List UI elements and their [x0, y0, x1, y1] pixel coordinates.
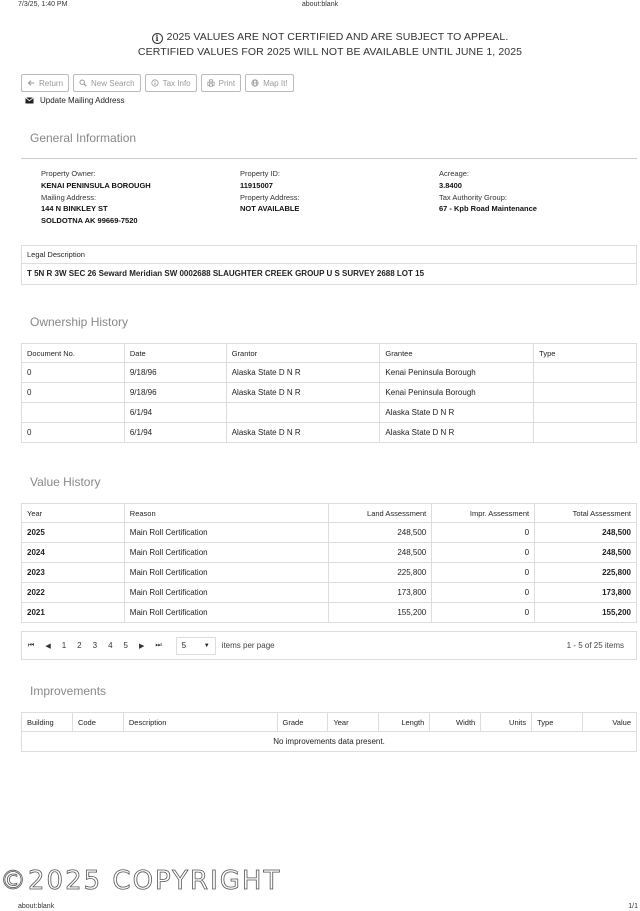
certification-notice: [0, 30, 640, 59]
property-id-value: 11915007: [240, 180, 273, 190]
impr-assessment-cell: 0: [432, 583, 535, 603]
impr-assessment-cell: 0: [432, 603, 535, 623]
column-header: Units: [481, 713, 532, 732]
ownership-history-title: Ownership History: [30, 315, 129, 329]
items-count: 1 - 5 of 25 items: [566, 641, 624, 650]
table-row: [22, 603, 637, 623]
toolbar: [21, 74, 294, 92]
table-header-row: [22, 344, 637, 363]
land-assessment-cell: 225,800: [329, 563, 432, 583]
notice-line-2: CERTIFIED VALUES FOR 2025 WILL NOT BE AVAILABLE UNTIL JUNE 1, 2025: [137, 45, 523, 58]
mailing-address-line-1: 144 N BINKLEY ST: [41, 204, 108, 214]
type-cell: [534, 363, 637, 383]
land-assessment-cell: 248,500: [329, 523, 432, 543]
column-header: Land Assessment: [329, 504, 432, 523]
column-header: Type: [532, 713, 583, 732]
document-no-cell: 0: [22, 383, 125, 403]
search-icon: [79, 79, 87, 87]
tax-info-button[interactable]: [145, 74, 197, 92]
property-address-value: NOT AVAILABLE: [240, 204, 300, 214]
caret-down-icon: ▼: [203, 642, 210, 649]
page-size-select[interactable]: [176, 637, 216, 655]
column-header: Type: [534, 344, 637, 363]
column-header: Document No.: [22, 344, 125, 363]
year-cell: 2023: [22, 563, 125, 583]
grantee-cell: Kenai Peninsula Borough: [380, 383, 534, 403]
property-id-label: Property ID:: [240, 169, 281, 178]
impr-assessment-cell: 0: [432, 523, 535, 543]
impr-assessment-cell: 0: [432, 543, 535, 563]
column-header: Date: [124, 344, 226, 363]
acreage-label: Acreage:: [439, 169, 470, 178]
column-header: Grantee: [380, 344, 534, 363]
grantee-cell: Alaska State D N R: [380, 403, 534, 423]
tax-info-label: Tax Info: [162, 78, 191, 88]
grantor-cell: Alaska State D N R: [226, 383, 380, 403]
table-row: [22, 523, 637, 543]
column-header: Code: [72, 713, 123, 732]
legal-description-label: Legal Description: [22, 246, 636, 264]
tax-authority-group-label: Tax Authority Group:: [439, 192, 507, 202]
next-page-button[interactable]: ▶: [138, 642, 145, 650]
grantee-cell: Alaska State D N R: [380, 423, 534, 443]
print-button[interactable]: [201, 74, 241, 92]
notice-line-1: 2025 VALUES ARE NOT CERTIFIED AND ARE SUBJECT TO APPEAL.: [166, 31, 509, 43]
land-assessment-cell: 248,500: [329, 543, 432, 563]
land-assessment-cell: 155,200: [329, 603, 432, 623]
mailing-address-line-2: SOLDOTNA AK 99669-7520: [41, 216, 138, 226]
divider: [21, 158, 637, 159]
total-assessment-cell: 248,500: [535, 523, 637, 543]
year-cell: 2025: [22, 523, 125, 543]
info-circle-icon: [151, 79, 159, 87]
column-header: Year: [328, 713, 379, 732]
print-datetime: 7/3/25, 1:40 PM: [18, 1, 68, 8]
column-header: Length: [379, 713, 430, 732]
date-cell: 6/1/94: [124, 403, 226, 423]
grantee-cell: Kenai Peninsula Borough: [380, 363, 534, 383]
items-per-page-label: items per page: [221, 641, 275, 650]
date-cell: 9/18/96: [124, 363, 226, 383]
column-header: Grade: [277, 713, 328, 732]
empty-row: [22, 732, 637, 752]
column-header: Description: [123, 713, 277, 732]
page-1-button[interactable]: 1: [61, 641, 67, 650]
legal-description-value: T 5N R 3W SEC 26 Seward Meridian SW 0002688 SLAUGHTER CREEK GROUP U S SURVEY 2688 LOT 15: [27, 269, 425, 278]
first-page-button[interactable]: ⏮: [28, 641, 35, 649]
total-assessment-cell: 155,200: [535, 603, 637, 623]
date-cell: 9/18/96: [124, 383, 226, 403]
page-2-button[interactable]: 2: [77, 641, 82, 650]
info-icon: i: [152, 33, 163, 44]
return-button[interactable]: [21, 74, 69, 92]
column-header: Reason: [124, 504, 329, 523]
print-url: about:blank: [301, 1, 339, 8]
property-address-label: Property Address:: [240, 192, 300, 202]
year-cell: 2022: [22, 583, 125, 603]
footer-url: about:blank: [18, 903, 55, 910]
update-mailing-address-label: Update Mailing Address: [40, 96, 125, 105]
type-cell: [534, 383, 637, 403]
column-header: Grantor: [226, 344, 380, 363]
globe-icon: [251, 79, 259, 87]
year-cell: 2024: [22, 543, 125, 563]
table-row: [22, 423, 637, 443]
table-row: [22, 563, 637, 583]
document-no-cell: 0: [22, 363, 125, 383]
table-row: [22, 363, 637, 383]
total-assessment-cell: 225,800: [535, 563, 637, 583]
return-label: Return: [39, 78, 64, 88]
update-mailing-address-link[interactable]: [25, 96, 125, 105]
column-header: Value: [583, 713, 637, 732]
page-4-button[interactable]: 4: [108, 641, 113, 650]
table-header-row: [22, 504, 637, 523]
grantor-cell: Alaska State D N R: [226, 363, 380, 383]
land-assessment-cell: 173,800: [329, 583, 432, 603]
table-row: [22, 403, 637, 423]
column-header: Width: [430, 713, 481, 732]
mailing-address-label: Mailing Address:: [41, 192, 97, 202]
reason-cell: Main Roll Certification: [124, 523, 329, 543]
grantor-cell: Alaska State D N R: [226, 423, 380, 443]
value-history-title: Value History: [30, 475, 101, 489]
column-header: Impr. Assessment: [432, 504, 535, 523]
arrow-left-icon: [27, 79, 35, 87]
property-column: [240, 168, 300, 215]
type-cell: [534, 403, 637, 423]
improvements-table: [21, 712, 637, 752]
footer-page-number: 1/1: [628, 903, 638, 910]
acreage-value: 3.8400: [439, 180, 462, 190]
reason-cell: Main Roll Certification: [124, 543, 329, 563]
tax-authority-group-value: 67 - Kpb Road Maintenance: [439, 204, 537, 214]
value-history-pager: [21, 631, 637, 660]
map-it-button[interactable]: [245, 74, 293, 92]
type-cell: [534, 423, 637, 443]
table-row: [22, 383, 637, 403]
page-3-button[interactable]: 3: [92, 641, 98, 650]
legal-description-box: [21, 245, 637, 285]
table-header-row: [22, 713, 637, 732]
page-size-value: 5: [181, 641, 187, 650]
owner-column: [41, 168, 151, 227]
value-history-table: [21, 503, 637, 623]
reason-cell: Main Roll Certification: [124, 563, 329, 583]
column-header: Year: [22, 504, 125, 523]
copyright-watermark: ©2025 COPYRIGHT: [0, 866, 282, 896]
last-page-button[interactable]: ⏭: [155, 641, 162, 649]
date-cell: 6/1/94: [124, 423, 226, 443]
general-information-title: General Information: [30, 131, 137, 145]
grantor-cell: [226, 403, 380, 423]
no-data-message: No improvements data present.: [22, 732, 637, 752]
improvements-title: Improvements: [30, 684, 107, 698]
impr-assessment-cell: 0: [432, 563, 535, 583]
document-no-cell: [22, 403, 125, 423]
new-search-button[interactable]: [73, 74, 141, 92]
total-assessment-cell: 248,500: [535, 543, 637, 563]
pager-nav: [28, 641, 162, 650]
document-no-cell: 0: [22, 423, 125, 443]
total-assessment-cell: 173,800: [535, 583, 637, 603]
column-header: Building: [22, 713, 73, 732]
ownership-history-table: [21, 343, 637, 443]
year-cell: 2021: [22, 603, 125, 623]
owner-label: Property Owner:: [41, 169, 96, 178]
acreage-column: [439, 168, 537, 215]
owner-value: KENAI PENINSULA BOROUGH: [41, 180, 151, 190]
column-header: Total Assessment: [535, 504, 637, 523]
prev-page-button[interactable]: ◀: [45, 642, 51, 650]
reason-cell: Main Roll Certification: [124, 583, 329, 603]
printer-icon: [207, 79, 215, 87]
reason-cell: Main Roll Certification: [124, 603, 329, 623]
table-row: [22, 583, 637, 603]
page-5-button[interactable]: 5: [123, 641, 128, 650]
new-search-label: New Search: [91, 78, 135, 88]
table-row: [22, 543, 637, 563]
map-it-label: Map It!: [263, 78, 288, 88]
print-label: Print: [218, 78, 236, 88]
envelope-icon: [25, 97, 34, 104]
